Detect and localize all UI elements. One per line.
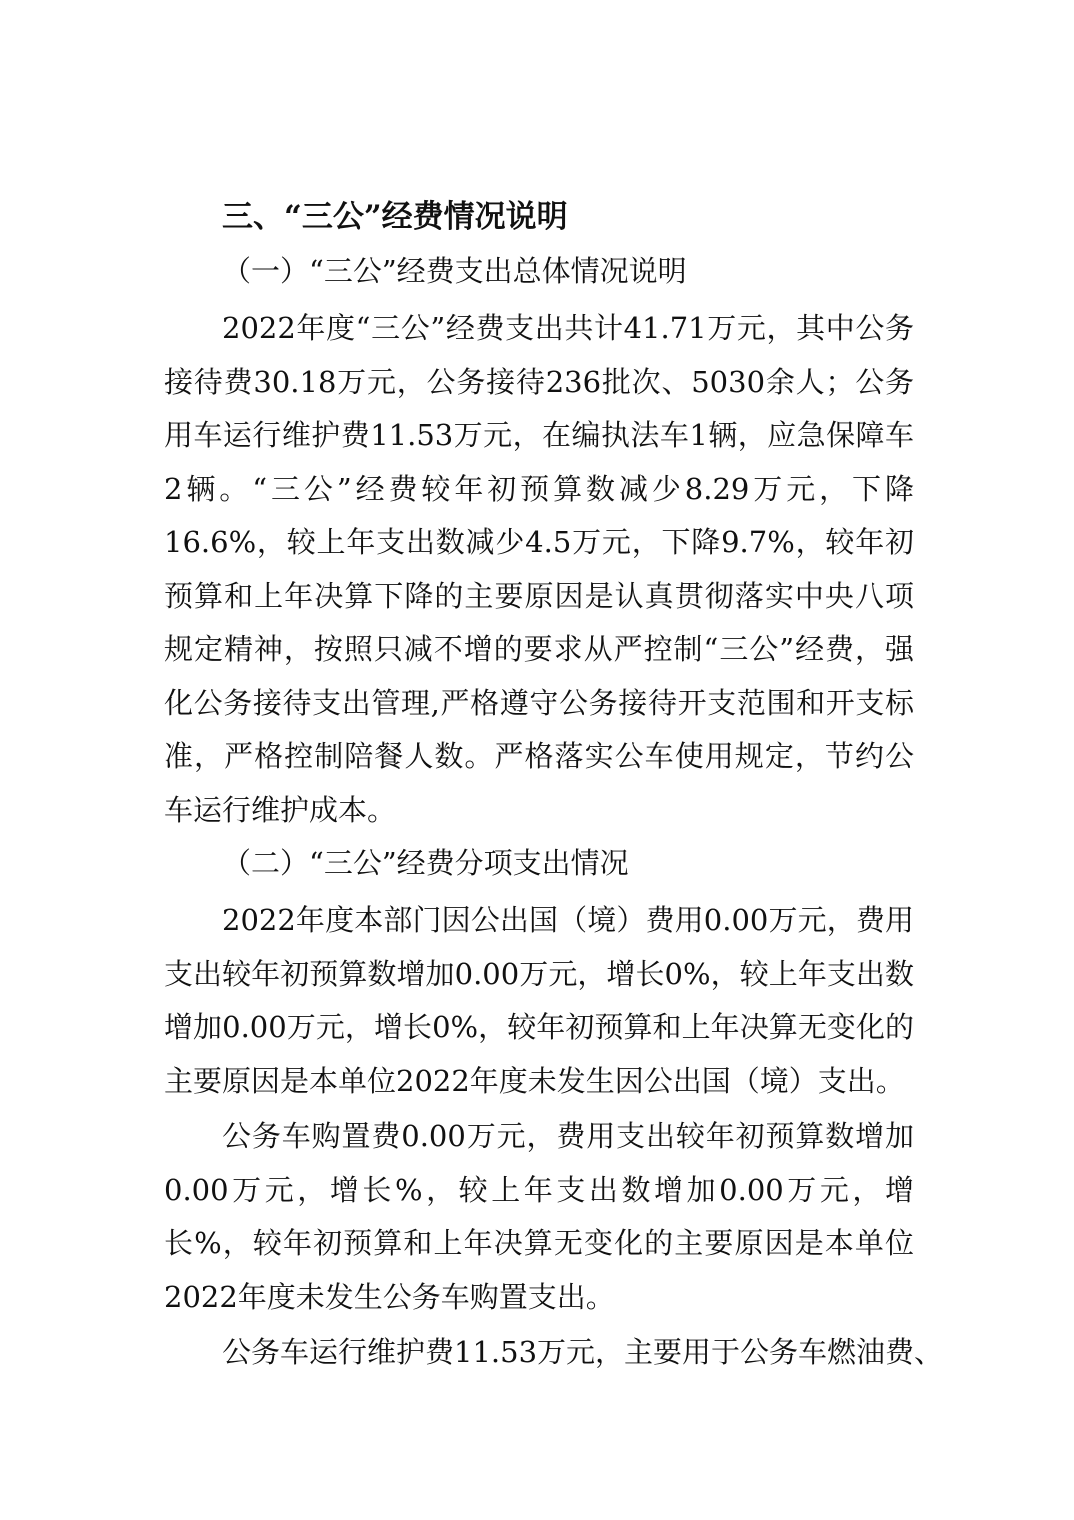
paragraph-vehicle-maintenance: 公务车运行维护费11.53万元，主要用于公务车燃油费、 [222,1335,944,1369]
paragraph-overseas-travel: 2022年度本部门因公出国（境）费用0.00万元，费用支出较年初预算数增加0.00万元，增长0%，较上年支出数增加0.00万元，增长0%，较年初预算和上年决算无变化的主要原因是本单位2022年度未发生因公出国（境）支出。 [164,903,914,1098]
sub-heading-itemized: （二）“三公”经费分项支出情况 [222,846,629,880]
paragraph-overall-expenditure: 2022年度“三公”经费支出共计41.71万元，其中公务接待费30.18万元，公务接待236批次、5030余人；公务用车运行维护费11.53万元，在编执法车1辆，应急保障车2辆。“三公”经费较年初预算数减少8.29万元，下降16.6%，较上年支出数减少4.5万元，下降9.7%，较年初预算和上年决算下降的主要原因是认真贯彻落实中央八项规定精神，按照只减不增的要求从严控制“三公”经费，强化公务接待支出管理,严格遵守公务接待开支范围和开支标准，严格控制陪餐人数。严格落实公车使用规定，节约公车运行维护成本。 [164,311,914,827]
section-heading: 三、“三公”经费情况说明 [222,199,568,235]
sub-heading-overall: （一）“三公”经费支出总体情况说明 [222,254,687,288]
paragraph-vehicle-purchase: 公务车购置费0.00万元，费用支出较年初预算数增加0.00万元，增长%，较上年支出数增加0.00万元，增长%，较年初预算和上年决算无变化的主要原因是本单位2022年度未发生公务车购置支出。 [164,1119,914,1314]
